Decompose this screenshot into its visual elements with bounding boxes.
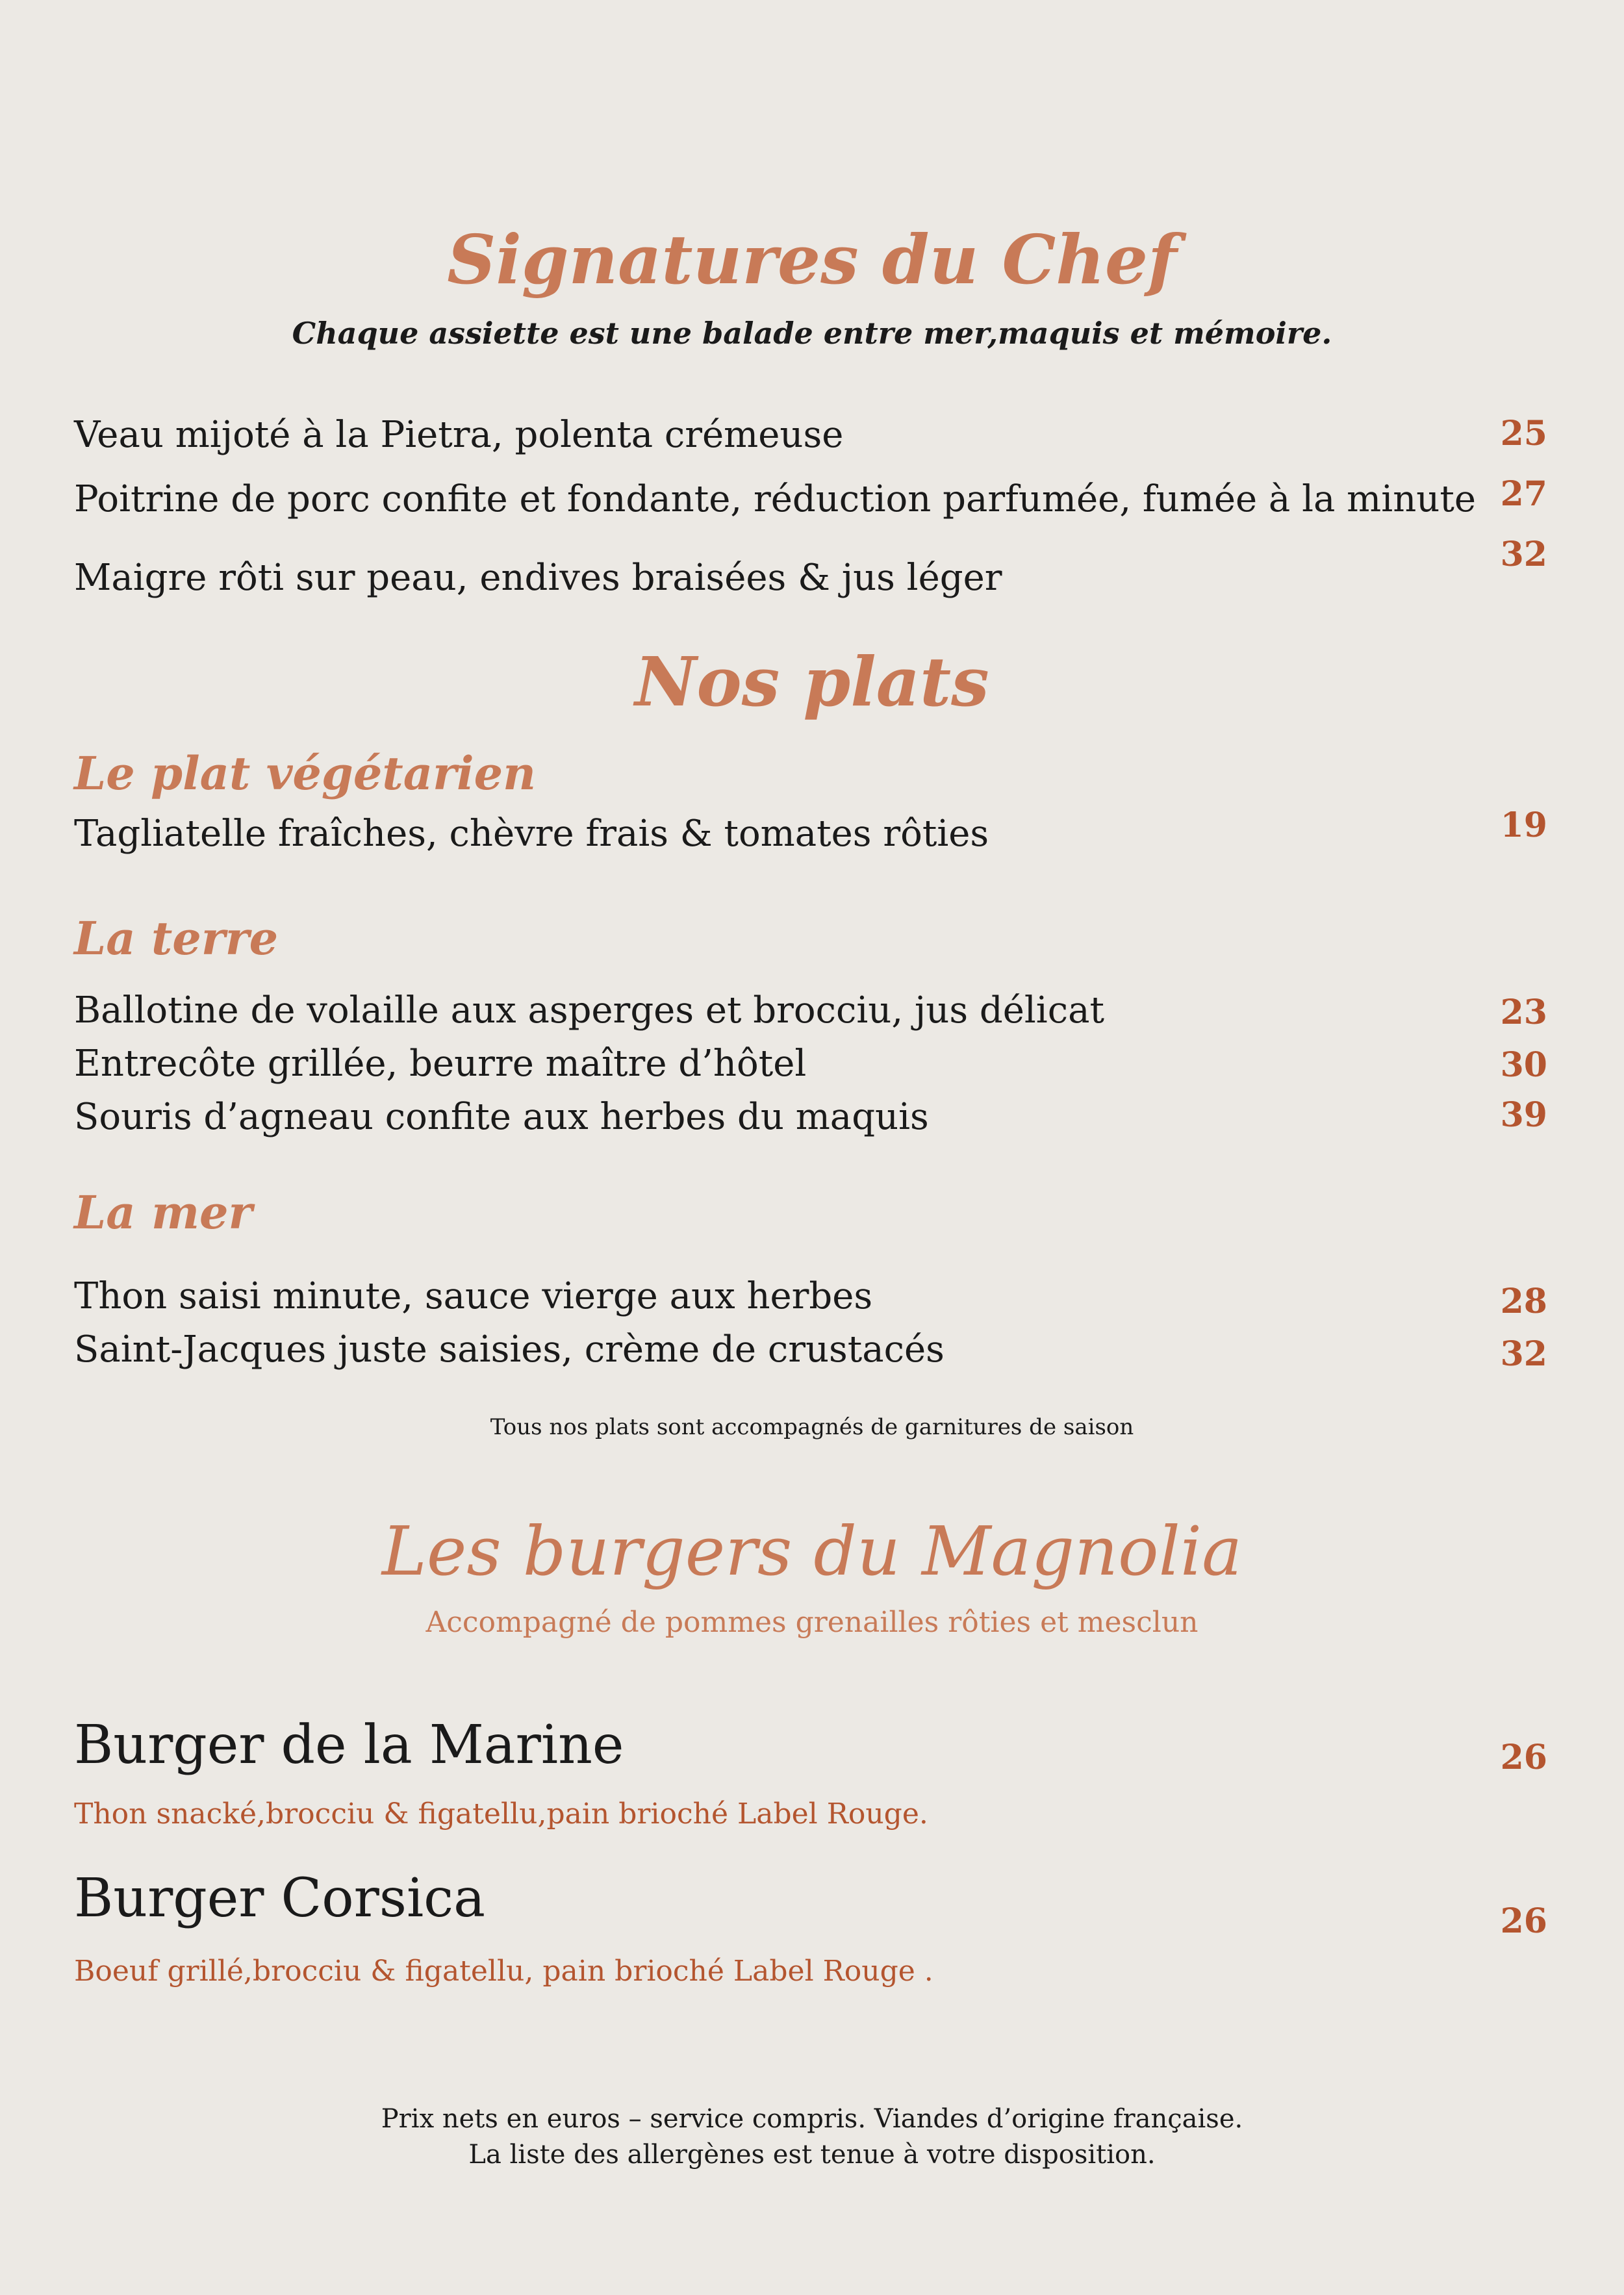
signature-item-name: Veau mijoté à la Pietra, polenta crémeuse [74, 414, 844, 456]
burger-description: Thon snacké,brocciu & figatellu,pain brioché Label Rouge. [74, 1797, 928, 1831]
terre-heading: La terre [74, 911, 279, 965]
signatures-tagline: Chaque assiette est une balade entre mer,maquis et mémoire. [292, 316, 1332, 351]
vegetarian-item-name: Tagliatelle fraîches, chèvre frais & tomates rôties [74, 813, 989, 855]
terre-item-name: Entrecôte grillée, beurre maître d’hôtel [74, 1043, 807, 1085]
signature-item-price: 27 [1500, 474, 1547, 514]
vegetarian-item-price: 19 [1500, 805, 1547, 845]
mer-item-name: Thon saisi minute, sauce vierge aux herbes [74, 1275, 873, 1317]
garnish-note: Tous nos plats sont accompagnés de garnitures de saison [490, 1414, 1134, 1440]
burger-price: 26 [1500, 1738, 1547, 1777]
burgers-title: Les burgers du Magnolia [381, 1512, 1243, 1591]
signatures-title: Signatures du Chef [447, 220, 1177, 299]
signature-item-price: 25 [1500, 414, 1547, 453]
signature-item-price: 32 [1500, 535, 1547, 574]
terre-item-price: 30 [1500, 1045, 1547, 1085]
burgers-subtitle: Accompagné de pommes grenailles rôties et mesclun [425, 1606, 1199, 1639]
burger-name: Burger Corsica [74, 1868, 485, 1929]
footer-line-allergens: La liste des allergènes est tenue à votre disposition. [468, 2140, 1156, 2170]
signature-item-name: Maigre rôti sur peau, endives braisées & jus léger [74, 557, 1002, 599]
burger-price: 26 [1500, 1901, 1547, 1941]
vegetarian-heading: Le plat végétarien [74, 746, 537, 800]
mer-heading: La mer [74, 1186, 253, 1239]
mer-item-price: 32 [1500, 1334, 1547, 1374]
terre-item-price: 23 [1500, 993, 1547, 1032]
nos-plats-title: Nos plats [635, 642, 989, 722]
mer-item-name: Saint-Jacques juste saisies, crème de crustacés [74, 1328, 945, 1371]
terre-item-price: 39 [1500, 1095, 1547, 1135]
mer-item-price: 28 [1500, 1282, 1547, 1321]
burger-name: Burger de la Marine [74, 1714, 624, 1776]
burger-description: Boeuf grillé,brocciu & figatellu, pain brioché Label Rouge . [74, 1955, 933, 1988]
terre-item-name: Souris d’agneau confite aux herbes du maquis [74, 1096, 929, 1138]
signature-item-name: Poitrine de porc confite et fondante, réduction parfumée, fumée à la minute [74, 478, 1476, 520]
terre-item-name: Ballotine de volaille aux asperges et brocciu, jus délicat [74, 989, 1104, 1032]
footer-line-prices: Prix nets en euros – service compris. Viandes d’origine française. [381, 2104, 1243, 2134]
